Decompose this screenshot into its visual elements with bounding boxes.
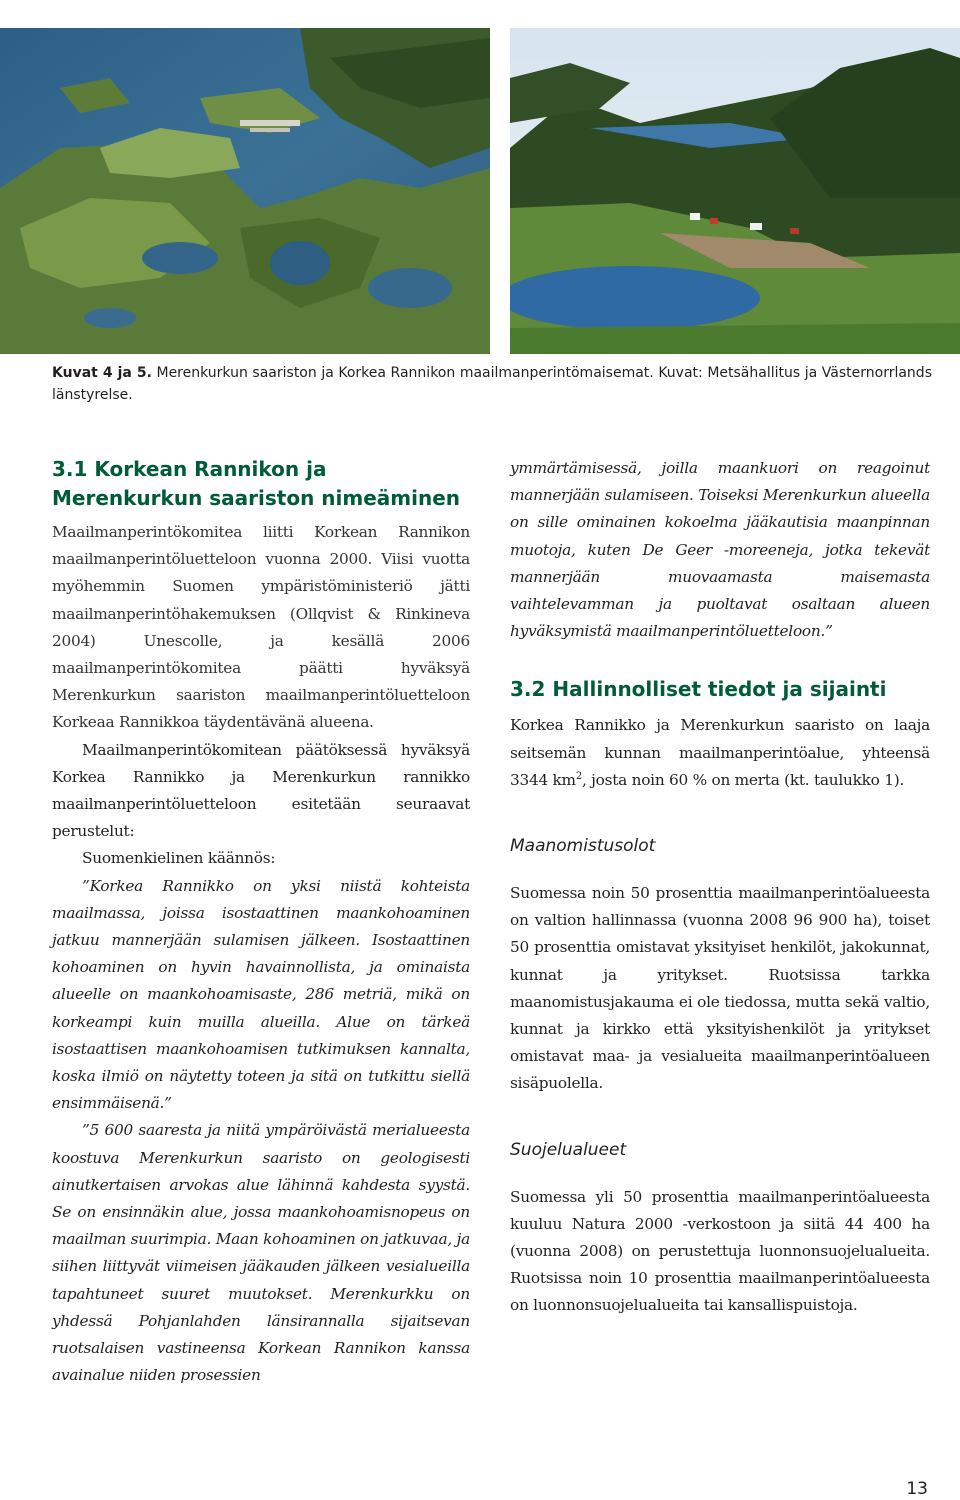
quote-kvarken: ”5 600 saaresta ja niitä ympäröivästä merialueesta koostuva Merenkurkun saaristo on geologisesti ainutkertaisen arvokas alue lähinnä kahdesta syystä. Se on ensinnäkin alue, jossa maankohoamisnopeus on maailman suurimpia. Maan kohoaminen on jatkuvaa, ja siihen liittyvät viimeisen jääkauden jälkeen vesialueilla tapahtuneet suuret muutokset. Merenkurkku on yhdessä Pohjanlahden länsirannalla sijaitsevan ruotsalaisen vastineensa Korkean Rannikon kanssa avainalue niiden prosessien xyxy=(52,1121,470,1385)
administrative-paragraph xyxy=(510,712,930,794)
section-heading-3-1 xyxy=(52,455,470,513)
right-column xyxy=(510,455,930,1320)
protected-areas-paragraph: Suomessa yli 50 prosenttia maailmanperintöalueesta kuuluu Natura 2000 -verkostoon ja siitä 44 400 ha (vuonna 2008) on perustettuja luonnonsuojelualueita. Ruotsissa noin 10 prosenttia maailmanperintöalueesta on luonnonsuojelualueita tai kansallispuistoja. xyxy=(510,1187,930,1315)
area-text-b: , josta noin 60 % on merta (kt. taulukko 1). xyxy=(581,770,905,789)
decision-paragraph: Maailmanperintökomitean päätöksessä hyväksyä Korkea Rannikko ja Merenkurkun rannikko maailmanperintöluetteloon esitetään seuraavat perustelut: xyxy=(52,740,470,841)
section-number: 3.1 xyxy=(52,457,88,481)
area-unit-superscript: 2 xyxy=(575,770,582,782)
figure-caption xyxy=(52,362,932,406)
section-number: 3.2 xyxy=(510,677,546,702)
left-column xyxy=(52,455,470,1390)
area-text-a: Korkea Rannikko ja Merenkurkun saaristo on laaja seitsemän kunnan maailmanperintöalue, yhteensä 3344 km xyxy=(510,716,930,789)
subheading-protected-areas: Suojelualueet xyxy=(510,1139,627,1160)
section-heading-3-2 xyxy=(510,675,930,704)
translation-label: Suomenkielinen käännös: xyxy=(82,849,276,868)
quote-high-coast: ”Korkea Rannikko on yksi niistä kohteista maailmassa, joissa isostaattinen maankohoaminen jatkuu mannerjään sulamisen jälkeen. Isostaattinen kohoaminen on hyvin havainnollista, ja ominaista alueelle on maankohoamisaste, 286 metriä, mikä on korkeampi kuin muilla alueilla. Alue on tärkeä isostaattisen maankohoamisen tutkimuksen kannalta, koska ilmiö on näytetty toteen ja sitä on tutkittu siellä ensimmäisenä.” xyxy=(52,876,470,1113)
land-ownership-paragraph: Suomessa noin 50 prosenttia maailmanperintöalueesta on valtion hallinnassa (vuonna 2008 96 900 ha), toiset 50 prosenttia omistavat yksityiset henkilöt, jakokunnat, kunnat ja yritykset. Ruotsissa tarkka maanomistusjakauma ei ole tiedossa, mutta sekä valtio, kunnat ja kirkko että yksityishenkilöt ja yritykset omistavat maa- ja vesialueita maailmanperintöalueen sisäpuolella. xyxy=(510,884,930,1093)
page-number: 13 xyxy=(906,1479,928,1499)
quote-kvarken-continued: ymmärtämisessä, joilla maankuori on reagoinut mannerjään sulamiseen. Toiseksi Merenkurkun alueella on sille ominainen kokoelma jääkautisia maanpinnan muotoja, kuten De Geer -moreeneja, jotka tekevät mannerjään muovaamasta maisemasta vaihtelevamman ja puoltavat osaltaan alueen hyväksymistä maailmanperintöluetteloon.” xyxy=(510,459,931,641)
section-title: Korkean Rannikon ja Merenkurkun saariston nimeäminen xyxy=(52,457,461,510)
subheading-land-ownership: Maanomistusolot xyxy=(510,836,656,857)
intro-paragraph: Maailmanperintökomitea liitti Korkean Rannikon maailmanperintöluetteloon vuonna 2000. Viisi vuotta myöhemmin Suomen ympäristöministeriö jätti maailmanperintöhakemuksen (Ollqvist & Rinkineva 2004) Unescolle, ja kesällä 2006 maailmanperintökomitea päätti hyväksyä Merenkurkun saariston maailmanperintöluetteloon Korkeaa Rannikkoa täydentävänä alueena. xyxy=(52,523,470,732)
high-coast-landscape-photo xyxy=(510,28,960,354)
caption-label: Kuvat 4 ja 5. xyxy=(52,365,152,381)
caption-text: Merenkurkun saariston ja Korkea Rannikon maailmanperintömaisemat. Kuvat: Metsähallitus ja Västernorrlands länstyrelse. xyxy=(52,365,932,403)
archipelago-aerial-photo xyxy=(0,28,490,354)
section-title: Hallinnolliset tiedot ja sijainti xyxy=(545,677,887,702)
